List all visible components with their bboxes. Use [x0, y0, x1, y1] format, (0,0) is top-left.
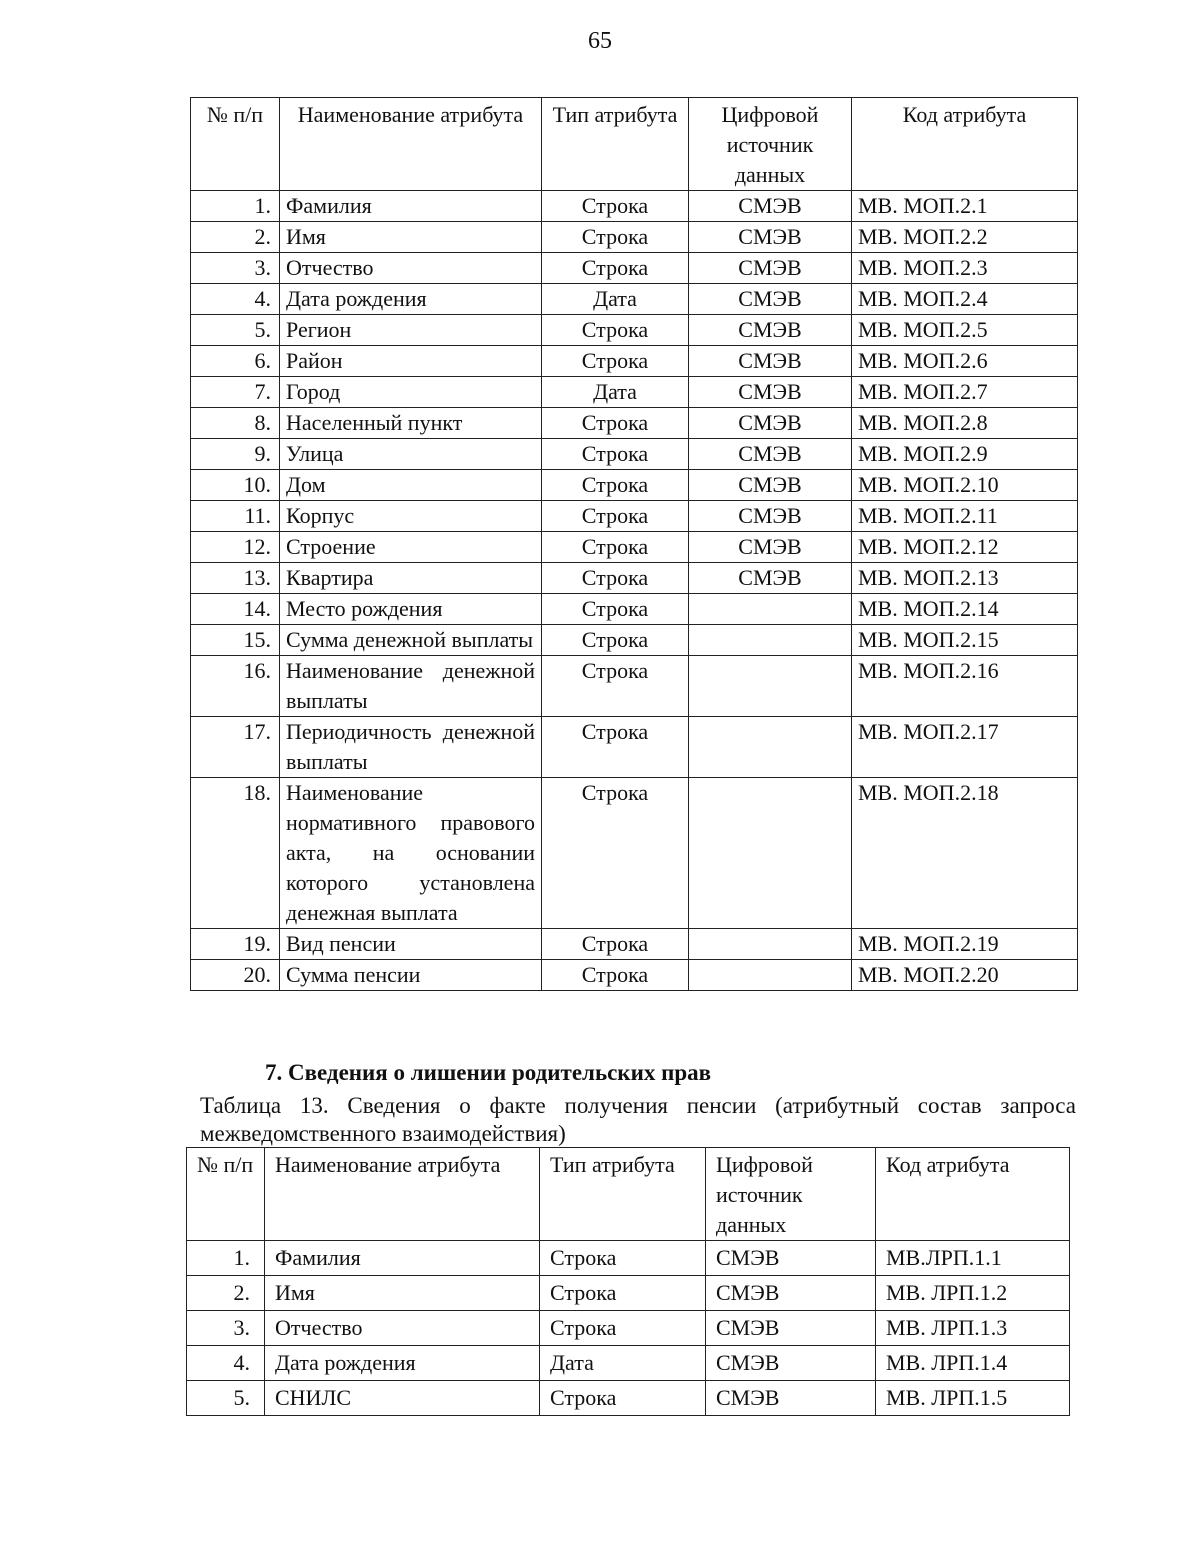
attribute-code: МВ. МОП.2.1: [852, 191, 1078, 222]
attribute-name: Сумма денежной выплаты: [280, 625, 542, 656]
data-source: СМЭВ: [706, 1276, 876, 1311]
data-source: [689, 717, 852, 778]
data-source: СМЭВ: [689, 191, 852, 222]
attribute-name: Место рождения: [280, 594, 542, 625]
row-number: 4.: [191, 284, 280, 315]
data-source: СМЭВ: [689, 532, 852, 563]
row-number: 20.: [191, 960, 280, 991]
row-number: 4.: [187, 1346, 265, 1381]
attribute-type: Строка: [542, 191, 689, 222]
attributes-table-2: [186, 1147, 1070, 1416]
data-source: СМЭВ: [689, 377, 852, 408]
table-row: [191, 625, 1078, 656]
attribute-name: Вид пенсии: [280, 929, 542, 960]
header-code: Код атрибута: [876, 1148, 1070, 1241]
row-number: 3.: [187, 1311, 265, 1346]
attribute-code: МВ. МОП.2.16: [852, 656, 1078, 717]
attribute-type: Строка: [542, 470, 689, 501]
data-source: СМЭВ: [689, 253, 852, 284]
attribute-type: Строка: [542, 778, 689, 929]
attribute-code: МВ. МОП.2.5: [852, 315, 1078, 346]
row-number: 9.: [191, 439, 280, 470]
attribute-type: Строка: [542, 594, 689, 625]
attribute-type: Строка: [542, 222, 689, 253]
data-source: [689, 625, 852, 656]
attribute-code: МВ. МОП.2.9: [852, 439, 1078, 470]
attribute-name: Фамилия: [265, 1241, 540, 1276]
attribute-type: Строка: [540, 1311, 706, 1346]
table-row: [191, 929, 1078, 960]
row-number: 1.: [187, 1241, 265, 1276]
table-row: [191, 501, 1078, 532]
header-code: Код атрибута: [852, 98, 1078, 191]
row-number: 10.: [191, 470, 280, 501]
data-source: СМЭВ: [689, 284, 852, 315]
attribute-name: Строение: [280, 532, 542, 563]
attribute-name: Наименование денежной выплаты: [280, 656, 542, 717]
attribute-code: МВ. ЛРП.1.5: [876, 1381, 1070, 1416]
data-source: [689, 960, 852, 991]
header-source: Цифровой источник данных: [706, 1148, 876, 1241]
section-heading: 7. Сведения о лишении родительских прав: [265, 1060, 712, 1085]
table-row: [191, 439, 1078, 470]
table-row: [191, 532, 1078, 563]
header-type: Тип атрибута: [540, 1148, 706, 1241]
row-number: 1.: [191, 191, 280, 222]
attribute-type: Строка: [540, 1276, 706, 1311]
attribute-type: Строка: [542, 625, 689, 656]
header-name: Наименование атрибута: [280, 98, 542, 191]
data-source: СМЭВ: [706, 1381, 876, 1416]
row-number: 14.: [191, 594, 280, 625]
attribute-name: Периодичность денежной выплаты: [280, 717, 542, 778]
table-row: [191, 253, 1078, 284]
attribute-code: МВ. МОП.2.17: [852, 717, 1078, 778]
attribute-code: МВ. ЛРП.1.2: [876, 1276, 1070, 1311]
attribute-name: Регион: [280, 315, 542, 346]
row-number: 7.: [191, 377, 280, 408]
data-source: СМЭВ: [689, 439, 852, 470]
table-row: [187, 1346, 1070, 1381]
attribute-type: Дата: [542, 284, 689, 315]
attribute-code: МВ. МОП.2.4: [852, 284, 1078, 315]
data-source: СМЭВ: [689, 315, 852, 346]
table-row: [187, 1311, 1070, 1346]
attribute-type: Строка: [540, 1381, 706, 1416]
attribute-type: Строка: [542, 717, 689, 778]
page-number: 65: [588, 28, 612, 54]
row-number: 19.: [191, 929, 280, 960]
attribute-code: МВ. МОП.2.10: [852, 470, 1078, 501]
attribute-type: Строка: [542, 563, 689, 594]
data-source: СМЭВ: [706, 1311, 876, 1346]
table-row: [191, 222, 1078, 253]
attribute-code: МВ. МОП.2.18: [852, 778, 1078, 929]
attribute-name: Сумма пенсии: [280, 960, 542, 991]
table-row: [187, 1381, 1070, 1416]
row-number: 16.: [191, 656, 280, 717]
attribute-name: Дом: [280, 470, 542, 501]
attribute-code: МВ. МОП.2.3: [852, 253, 1078, 284]
attribute-code: МВ. МОП.2.11: [852, 501, 1078, 532]
row-number: 15.: [191, 625, 280, 656]
table-row: [191, 563, 1078, 594]
table-row: [191, 470, 1078, 501]
row-number: 17.: [191, 717, 280, 778]
attribute-code: МВ. МОП.2.13: [852, 563, 1078, 594]
data-source: СМЭВ: [689, 563, 852, 594]
table-row: [191, 778, 1078, 929]
attribute-code: МВ. МОП.2.15: [852, 625, 1078, 656]
header-source: Цифровой источник данных: [689, 98, 852, 191]
attribute-name: Фамилия: [280, 191, 542, 222]
row-number: 5.: [187, 1381, 265, 1416]
data-source: СМЭВ: [689, 222, 852, 253]
attribute-name: Отчество: [280, 253, 542, 284]
attribute-code: МВ. МОП.2.14: [852, 594, 1078, 625]
attribute-name: Город: [280, 377, 542, 408]
attribute-name: Улица: [280, 439, 542, 470]
attributes-table-1: [190, 97, 1078, 991]
attribute-type: Строка: [540, 1241, 706, 1276]
attribute-type: Дата: [540, 1346, 706, 1381]
row-number: 12.: [191, 532, 280, 563]
header-number: № п/п: [187, 1148, 265, 1241]
attribute-code: МВ.ЛРП.1.1: [876, 1241, 1070, 1276]
data-source: СМЭВ: [689, 501, 852, 532]
data-source: СМЭВ: [706, 1346, 876, 1381]
attribute-name: СНИЛС: [265, 1381, 540, 1416]
attribute-code: МВ. ЛРП.1.3: [876, 1311, 1070, 1346]
data-source: [689, 929, 852, 960]
attribute-name: Район: [280, 346, 542, 377]
attribute-code: МВ. МОП.2.7: [852, 377, 1078, 408]
attribute-name: Наименование нормативного правового акта, на основании которого установлена денежная выплата: [280, 778, 542, 929]
attribute-code: МВ. ЛРП.1.4: [876, 1346, 1070, 1381]
header-name: Наименование атрибута: [265, 1148, 540, 1241]
attribute-name: Квартира: [280, 563, 542, 594]
row-number: 2.: [187, 1276, 265, 1311]
attribute-type: Строка: [542, 960, 689, 991]
data-source: СМЭВ: [689, 470, 852, 501]
row-number: 8.: [191, 408, 280, 439]
attribute-name: Имя: [265, 1276, 540, 1311]
table-row: [191, 717, 1078, 778]
row-number: 13.: [191, 563, 280, 594]
data-source: [689, 656, 852, 717]
data-source: СМЭВ: [689, 408, 852, 439]
header-type: Тип атрибута: [542, 98, 689, 191]
attribute-code: МВ. МОП.2.19: [852, 929, 1078, 960]
attribute-type: Строка: [542, 408, 689, 439]
data-source: СМЭВ: [689, 346, 852, 377]
attribute-code: МВ. МОП.2.8: [852, 408, 1078, 439]
header-number: № п/п: [191, 98, 280, 191]
row-number: 11.: [191, 501, 280, 532]
attribute-code: МВ. МОП.2.20: [852, 960, 1078, 991]
table-row: [187, 1241, 1070, 1276]
table-row: [191, 408, 1078, 439]
data-source: [689, 594, 852, 625]
table-header-row: [191, 98, 1078, 191]
row-number: 2.: [191, 222, 280, 253]
table-row: [191, 960, 1078, 991]
attribute-name: Населенный пункт: [280, 408, 542, 439]
attribute-type: Строка: [542, 656, 689, 717]
attribute-type: Строка: [542, 532, 689, 563]
data-source: СМЭВ: [706, 1241, 876, 1276]
attribute-name: Имя: [280, 222, 542, 253]
attribute-name: Дата рождения: [280, 284, 542, 315]
table-row: [191, 191, 1078, 222]
attribute-code: МВ. МОП.2.12: [852, 532, 1078, 563]
table-row: [191, 377, 1078, 408]
attribute-type: Строка: [542, 501, 689, 532]
table-row: [191, 594, 1078, 625]
attribute-code: МВ. МОП.2.6: [852, 346, 1078, 377]
table-row: [191, 656, 1078, 717]
attribute-type: Строка: [542, 439, 689, 470]
row-number: 3.: [191, 253, 280, 284]
attribute-name: Отчество: [265, 1311, 540, 1346]
row-number: 18.: [191, 778, 280, 929]
attribute-type: Дата: [542, 377, 689, 408]
attribute-code: МВ. МОП.2.2: [852, 222, 1078, 253]
table-row: [187, 1276, 1070, 1311]
table-row: [191, 284, 1078, 315]
row-number: 5.: [191, 315, 280, 346]
attribute-type: Строка: [542, 929, 689, 960]
attribute-name: Корпус: [280, 501, 542, 532]
attribute-type: Строка: [542, 346, 689, 377]
table-caption: Таблица 13. Сведения о факте получения пенсии (атрибутный состав запроса межведомственного взаимодействия): [200, 1093, 1076, 1146]
attribute-name: Дата рождения: [265, 1346, 540, 1381]
attribute-type: Строка: [542, 253, 689, 284]
table-header-row: [187, 1148, 1070, 1241]
row-number: 6.: [191, 346, 280, 377]
table-row: [191, 315, 1078, 346]
data-source: [689, 778, 852, 929]
table-row: [191, 346, 1078, 377]
attribute-type: Строка: [542, 315, 689, 346]
